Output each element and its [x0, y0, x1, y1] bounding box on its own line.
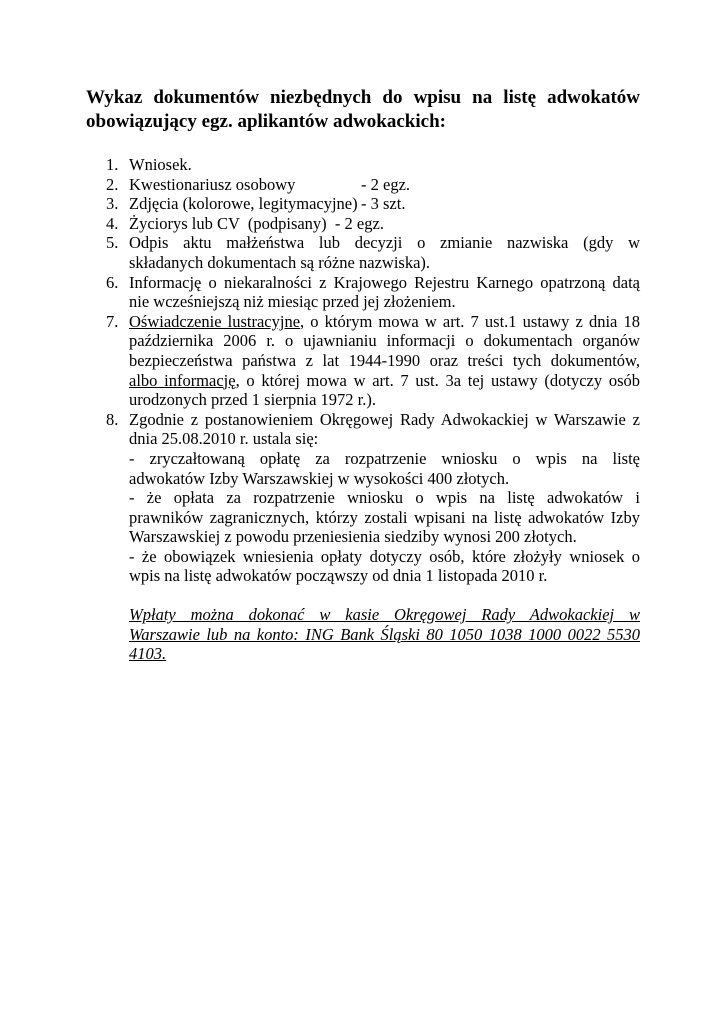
item-text-line: nie wcześniejszą niż miesiąc przed jej złożeniem. [129, 292, 456, 312]
payment-line: Wpłaty można dokonać w kasie Okręgowej Rady Adwokackiej w [129, 605, 640, 625]
item-text-line: prawników zagranicznych, którzy zostali wpisani na listę adwokatów Izby [129, 507, 640, 527]
list-item [86, 194, 640, 214]
list-item [86, 273, 640, 312]
document-list [86, 155, 640, 586]
payment-info [86, 605, 640, 664]
list-item [86, 214, 640, 234]
item-label: Zdjęcia (kolorowe, legitymacyjne) [129, 194, 358, 214]
item-number: 1. [106, 155, 119, 174]
item-text-line: dnia 25.08.2010 r. ustala się: [129, 429, 319, 449]
list-item [86, 410, 640, 586]
item-number: 6. [106, 272, 119, 292]
list-item [86, 233, 640, 272]
item-text: Życiorys lub CV (podpisany) - 2 egz. [129, 213, 384, 233]
item-text-line: bezpieczeństwa państwa z lat 1944-1990 oraz treści tych dokumentów, [129, 350, 640, 370]
list-item [86, 155, 640, 175]
item-text-line: Zgodnie z postanowieniem Okręgowej Rady Adwokackiej w Warszawie z [129, 409, 640, 429]
payment-line: Warszawie lub na konto: ING Bank Śląski 80 1050 1038 1000 0022 5530 [129, 624, 640, 644]
item-number: 2. [106, 174, 119, 194]
underlined-term: albo informację [129, 370, 236, 390]
item-text-line: - zryczałtowaną opłatę za rozpatrzenie wniosku o wpis na listę [129, 448, 640, 468]
item-quantity: - 2 egz. [361, 174, 411, 194]
item-text-line: Odpis aktu małżeństwa lub decyzji o zmianie nazwiska (gdy w [129, 233, 640, 253]
item-text-line [129, 371, 640, 391]
item-text-line: składanych dokumentach są różne nazwiska). [129, 252, 431, 272]
item-text-line: - że opłata za rozpatrzenie wniosku o wpis na listę adwokatów i [129, 488, 640, 508]
payment-line: 4103. [129, 644, 167, 664]
item-text-line: wpis na listę adwokatów począwszy od dnia 1 listopada 2010 r. [129, 566, 548, 586]
title-line: Wykaz dokumentów niezbędnych do wpisu na listę adwokatów [86, 87, 640, 108]
item-text-line: października 2006 r. o ujawnianiu informacji o dokumentach organów [129, 331, 640, 351]
item-number: 7. [106, 311, 119, 331]
item-number: 8. [106, 409, 119, 429]
document-page [86, 86, 640, 664]
item-label: Kwestionariusz osobowy [129, 174, 296, 194]
item-number: 4. [106, 213, 119, 233]
item-text-line: urodzonych przed 1 sierpnia 1972 r.). [129, 390, 376, 410]
item-number: 3. [106, 194, 119, 214]
list-item [86, 175, 640, 195]
document-title [86, 86, 640, 134]
item-text-line [129, 312, 640, 332]
item-text-line: - że obowiązek wniesienia opłaty dotyczy osób, które złożyły wniosek o [129, 546, 640, 566]
item-text-line: Informację o niekaralności z Krajowego Rejestru Karnego opatrzoną datą [129, 272, 640, 292]
title-line: obowiązujący egz. aplikantów adwokackich: [86, 111, 446, 132]
item-text-line: adwokatów Izby Warszawskiej w wysokości 400 złotych. [129, 468, 510, 488]
item-text: Wniosek. [129, 155, 192, 174]
item-quantity: - 3 szt. [361, 194, 406, 214]
item-text [129, 175, 640, 195]
item-text-line: Warszawskiej z powodu przeniesienia siedziby wynosi 200 złotych. [129, 527, 577, 547]
item-text [129, 194, 640, 214]
list-item [86, 312, 640, 410]
item-text-fragment: , o którym mowa w art. 7 ust.1 ustawy z dnia 18 [300, 311, 640, 331]
item-number: 5. [106, 233, 119, 253]
underlined-term: Oświadczenie lustracyjne [129, 311, 301, 331]
item-text-fragment: , o której mowa w art. 7 ust. 3a tej ustawy (dotyczy osób [235, 370, 640, 390]
